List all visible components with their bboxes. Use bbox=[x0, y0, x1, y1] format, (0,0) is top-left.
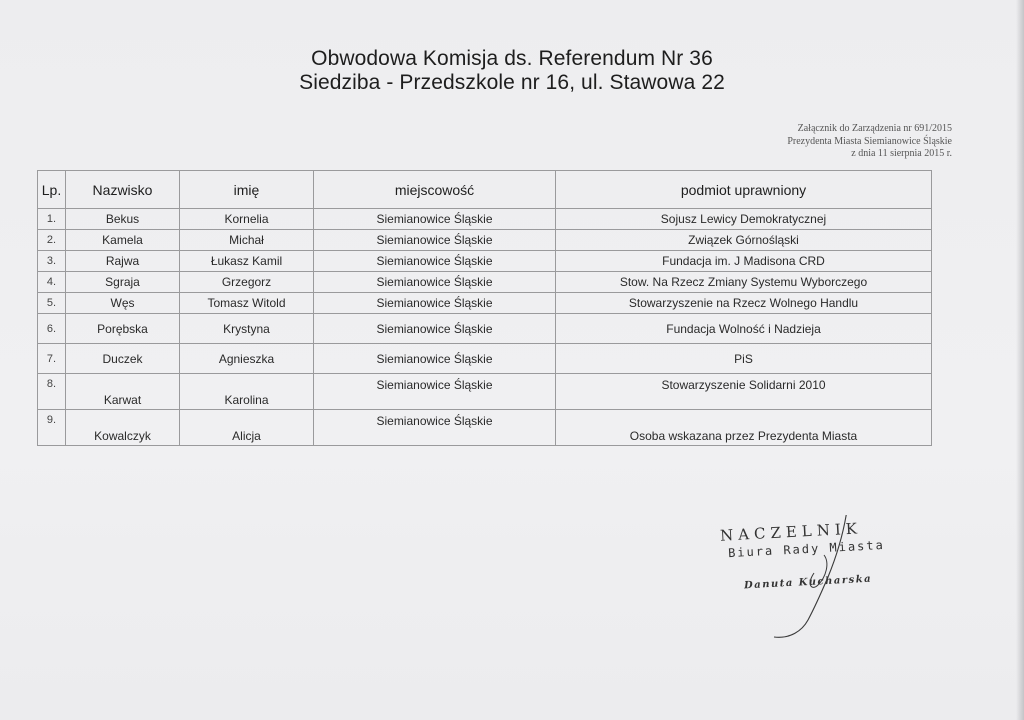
cell-imie: Grzegorz bbox=[180, 272, 314, 293]
table-row bbox=[38, 209, 932, 230]
official-stamp bbox=[720, 515, 940, 655]
cell-podmiot: Sojusz Lewicy Demokratycznej bbox=[556, 209, 932, 230]
cell-nazwisko: Węs bbox=[66, 293, 180, 314]
cell-imie: Michał bbox=[180, 230, 314, 251]
cell-miejscowosc: Siemianowice Śląskie bbox=[314, 374, 556, 410]
annex-note bbox=[787, 123, 952, 161]
cell-miejscowosc: Siemianowice Śląskie bbox=[314, 410, 556, 446]
cell-podmiot: Stowarzyszenie na Rzecz Wolnego Handlu bbox=[556, 293, 932, 314]
cell-imie: Kornelia bbox=[180, 209, 314, 230]
cell-miejscowosc: Siemianowice Śląskie bbox=[314, 272, 556, 293]
cell-miejscowosc: Siemianowice Śląskie bbox=[314, 251, 556, 272]
cell-miejscowosc: Siemianowice Śląskie bbox=[314, 344, 556, 374]
annex-line-3: z dnia 11 sierpnia 2015 r. bbox=[851, 148, 952, 159]
cell-nazwisko: Kowalczyk bbox=[66, 410, 180, 446]
cell-nazwisko: Bekus bbox=[66, 209, 180, 230]
cell-imie: Krystyna bbox=[180, 314, 314, 344]
cell-podmiot: PiS bbox=[556, 344, 932, 374]
cell-miejscowosc: Siemianowice Śląskie bbox=[314, 293, 556, 314]
cell-lp: 5. bbox=[38, 293, 66, 314]
stamp-title: NACZELNIK bbox=[719, 519, 863, 545]
cell-lp: 3. bbox=[38, 251, 66, 272]
header-miejscowosc: miejscowość bbox=[314, 171, 556, 209]
table-row bbox=[38, 344, 932, 374]
table-row bbox=[38, 410, 932, 446]
cell-podmiot: Osoba wskazana przez Prezydenta Miasta bbox=[556, 410, 932, 446]
annex-line-2: Prezydenta Miasta Siemianowice Śląskie bbox=[787, 135, 952, 147]
table-row bbox=[38, 293, 932, 314]
cell-podmiot: Fundacja im. J Madisona CRD bbox=[556, 251, 932, 272]
cell-podmiot: Stowarzyszenie Solidarni 2010 bbox=[556, 374, 932, 410]
header-imie: imię bbox=[180, 171, 314, 209]
commission-seat: Siedziba - Przedszkole nr 16, ul. Stawowa 22 bbox=[299, 71, 725, 94]
table-row bbox=[38, 251, 932, 272]
cell-nazwisko: Porębska bbox=[66, 314, 180, 344]
cell-nazwisko: Kamela bbox=[66, 230, 180, 251]
cell-podmiot: Fundacja Wolność i Nadzieja bbox=[556, 314, 932, 344]
cell-lp: 6. bbox=[38, 314, 66, 344]
stamp-office: Biura Rady Miasta bbox=[727, 537, 886, 561]
cell-lp: 1. bbox=[38, 209, 66, 230]
cell-imie: Alicja bbox=[180, 410, 314, 446]
cell-nazwisko: Karwat bbox=[66, 374, 180, 410]
table-row bbox=[38, 374, 932, 410]
table-row bbox=[38, 272, 932, 293]
header-podmiot: podmiot uprawniony bbox=[556, 171, 932, 209]
cell-imie: Łukasz Kamil bbox=[180, 251, 314, 272]
cell-lp: 4. bbox=[38, 272, 66, 293]
members-table bbox=[37, 170, 932, 446]
cell-miejscowosc: Siemianowice Śląskie bbox=[314, 209, 556, 230]
cell-lp: 2. bbox=[38, 230, 66, 251]
table-header-row bbox=[38, 171, 932, 209]
cell-imie: Tomasz Witold bbox=[180, 293, 314, 314]
cell-podmiot: Związek Górnośląski bbox=[556, 230, 932, 251]
cell-nazwisko: Rajwa bbox=[66, 251, 180, 272]
cell-miejscowosc: Siemianowice Śląskie bbox=[314, 230, 556, 251]
cell-nazwisko: Sgraja bbox=[66, 272, 180, 293]
commission-title: Obwodowa Komisja ds. Referendum Nr 36 bbox=[311, 47, 713, 70]
cell-nazwisko: Duczek bbox=[66, 344, 180, 374]
table-row bbox=[38, 230, 932, 251]
cell-podmiot: Stow. Na Rzecz Zmiany Systemu Wyborczego bbox=[556, 272, 932, 293]
header-nazwisko: Nazwisko bbox=[66, 171, 180, 209]
cell-lp: 7. bbox=[38, 344, 66, 374]
cell-imie: Karolina bbox=[180, 374, 314, 410]
signature-icon bbox=[720, 515, 940, 655]
table-row bbox=[38, 314, 932, 344]
cell-miejscowosc: Siemianowice Śląskie bbox=[314, 314, 556, 344]
cell-imie: Agnieszka bbox=[180, 344, 314, 374]
cell-lp: 9. bbox=[38, 410, 66, 446]
cell-lp: 8. bbox=[38, 374, 66, 410]
stamp-name: Danuta Kucharska bbox=[743, 573, 873, 592]
page-edge-shadow bbox=[1016, 0, 1024, 720]
annex-line-1: Załącznik do Zarządzenia nr 691/2015 bbox=[797, 123, 952, 134]
header-lp: Lp. bbox=[38, 171, 66, 209]
